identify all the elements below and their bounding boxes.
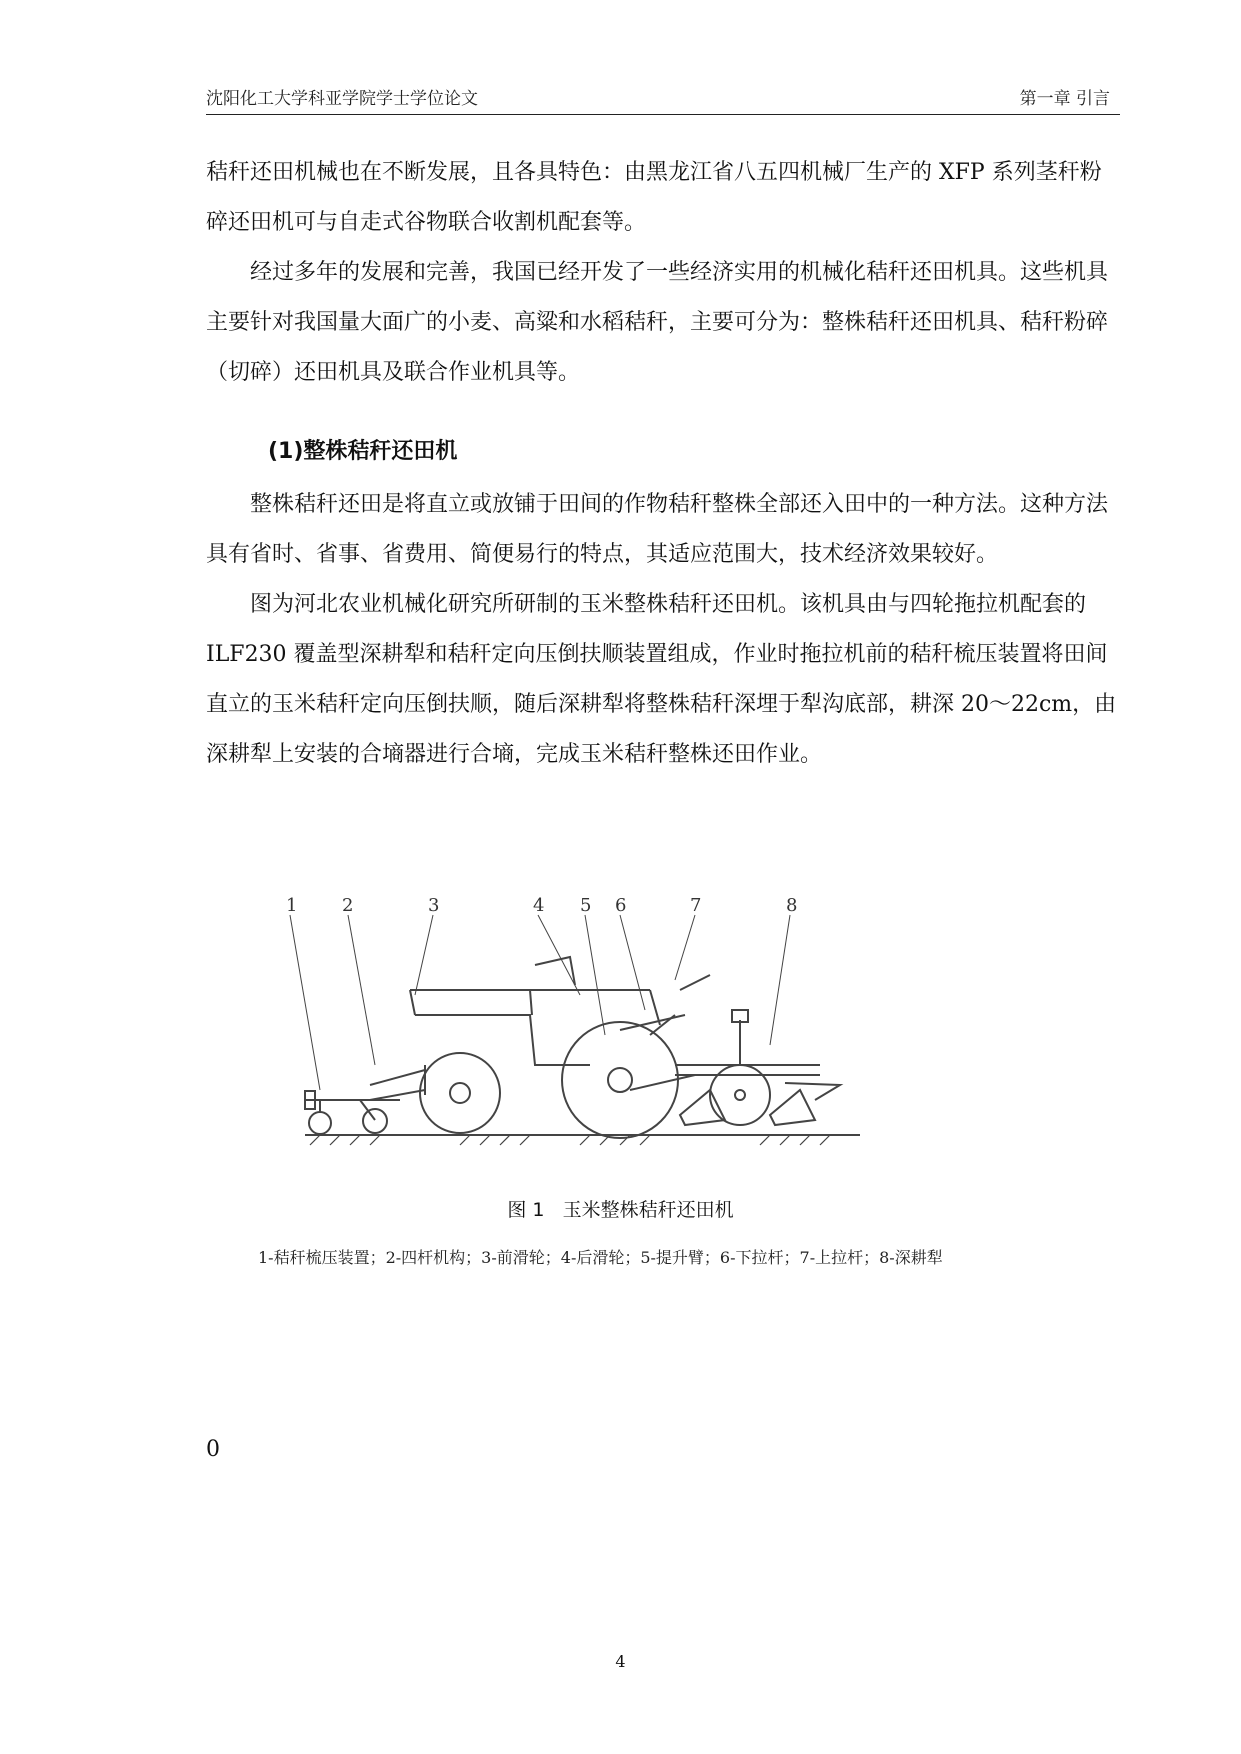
page-number: 4: [615, 1652, 626, 1671]
figure-machine-drawing: [286, 895, 950, 1160]
figure-label-3: 3: [428, 895, 440, 916]
figure-label-5: 5: [580, 895, 592, 916]
paragraph-2: 经过多年的发展和完善，我国已经开发了一些经济实用的机械化秸秆还田机具。这些机具主要针对我国量大面广的小麦、高粱和水稻秸秆，主要可分为：整株秸秆还田机具、秸秆粉碎（切碎）还田机具及联合作业机具等。: [206, 260, 1109, 385]
paragraph-4: 图为河北农业机械化研究所研制的玉米整株秸秆还田机。该机具由与四轮拖拉机配套的 ILF230 覆盖型深耕犁和秸秆定向压倒扶顺装置组成，作业时拖拉机前的秸秆梳压装置将田间直立的玉米秸秆定向压倒扶顺，随后深耕犁将整株秸秆深埋于犁沟底部，耕深 20～22cm，由深耕犁上安装的合墒器进行合墒，完成玉米秸秆整株还田作业。: [206, 592, 1117, 767]
machine-line-drawing: [286, 895, 950, 1160]
figure-caption: [0, 1195, 1241, 1222]
figure-label-4: 4: [533, 895, 545, 916]
figure-label-1: 1: [286, 895, 298, 916]
figure-label-6: 6: [615, 895, 627, 916]
header-chapter-title: 第一章 引言: [1019, 89, 1110, 109]
body-section-1: [206, 148, 1120, 398]
section-heading: (1)整株秸秆还田机: [268, 439, 458, 464]
figure-label-2: 2: [342, 895, 354, 916]
stray-text: 0: [206, 1437, 220, 1462]
paragraph-3: 整株秸秆还田是将直立或放铺于田间的作物秸秆整株全部还入田中的一种方法。这种方法具有省时、省事、省费用、简便易行的特点，其适应范围大，技术经济效果较好。: [206, 492, 1109, 567]
figure-legend: 1-秸秆梳压装置；2-四杆机构；3-前滑轮；4-后滑轮；5-提升臂；6-下拉杆；7-上拉杆；8-深耕犁: [258, 1248, 943, 1267]
paragraph-1: 秸秆还田机械也在不断发展，且各具特色：由黑龙江省八五四机械厂生产的 XFP 系列茎秆粉碎还田机可与自走式谷物联合收割机配套等。: [206, 160, 1102, 235]
figure-label-7: 7: [690, 895, 702, 916]
figure-caption-title: 玉米整株秸秆还田机: [562, 1199, 734, 1221]
running-header: [206, 88, 1120, 115]
figure-label-8: 8: [786, 895, 798, 916]
figure-caption-number: 图 1: [507, 1199, 545, 1221]
body-section-2: [206, 480, 1120, 780]
header-thesis-title: 沈阳化工大学科亚学院学士学位论文: [206, 89, 478, 109]
